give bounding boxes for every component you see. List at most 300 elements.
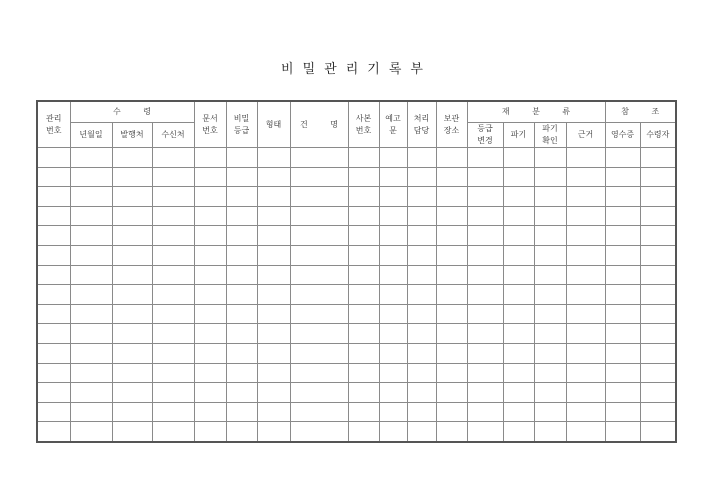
ledger-cell[interactable] [379,148,407,168]
ledger-cell[interactable] [605,343,640,363]
header-secret-grade: 비밀 등급 [226,101,257,148]
ledger-cell[interactable] [226,206,257,226]
ledger-cell[interactable] [534,343,566,363]
ledger-cell[interactable] [112,285,152,305]
ledger-cell[interactable] [534,324,566,344]
ledger-cell[interactable] [379,226,407,246]
ledger-cell[interactable] [566,402,605,422]
ledger-cell[interactable] [640,304,676,324]
ledger-cell[interactable] [112,422,152,442]
ledger-cell[interactable] [112,148,152,168]
ledger-cell[interactable] [194,226,226,246]
page-title: 비밀관리기록부 [281,62,432,77]
ledger-cell[interactable] [257,343,290,363]
ledger-cell[interactable] [290,422,348,442]
ledger-cell[interactable] [257,402,290,422]
ledger-cell[interactable] [194,265,226,285]
ledger-cell[interactable] [152,265,194,285]
ledger-cell[interactable] [467,226,503,246]
ledger-cell[interactable] [290,383,348,403]
ledger-cell[interactable] [348,206,379,226]
ledger-cell[interactable] [605,285,640,305]
ledger-cell[interactable] [566,304,605,324]
ledger-cell[interactable] [467,265,503,285]
ledger-cell[interactable] [226,187,257,207]
ledger-cell[interactable] [379,383,407,403]
ledger-cell[interactable] [534,206,566,226]
ledger-cell[interactable] [70,245,112,265]
ledger-cell[interactable] [257,245,290,265]
ledger-cell[interactable] [534,402,566,422]
ledger-cell[interactable] [70,226,112,246]
ledger-cell[interactable] [152,304,194,324]
ledger-cell[interactable] [70,402,112,422]
ledger-cell[interactable] [534,363,566,383]
ledger-cell[interactable] [290,167,348,187]
ledger-cell[interactable] [257,422,290,442]
ledger-cell[interactable] [436,402,467,422]
ledger-cell[interactable] [112,265,152,285]
ledger-cell[interactable] [70,343,112,363]
ledger-cell[interactable] [37,304,70,324]
ledger-cell[interactable] [467,324,503,344]
ledger-cell[interactable] [226,265,257,285]
ledger-cell[interactable] [566,148,605,168]
ledger-cell[interactable] [640,245,676,265]
ledger-cell[interactable] [566,226,605,246]
ledger-cell[interactable] [436,343,467,363]
ledger-cell[interactable] [37,265,70,285]
ledger-cell[interactable] [348,187,379,207]
ledger-cell[interactable] [290,206,348,226]
ledger-cell[interactable] [503,226,534,246]
ledger-cell[interactable] [503,265,534,285]
ledger-cell[interactable] [70,265,112,285]
ledger-cell[interactable] [566,422,605,442]
ledger-cell[interactable] [503,167,534,187]
ledger-cell[interactable] [605,187,640,207]
ledger-cell[interactable] [226,324,257,344]
ledger-cell[interactable] [503,187,534,207]
ledger-cell[interactable] [605,265,640,285]
ledger-cell[interactable] [407,206,436,226]
ledger-cell[interactable] [379,402,407,422]
ledger-cell[interactable] [407,187,436,207]
ledger-row [37,226,676,246]
ledger-cell[interactable] [70,383,112,403]
ledger-cell[interactable] [534,422,566,442]
ledger-cell[interactable] [37,206,70,226]
ledger-cell[interactable] [226,245,257,265]
ledger-cell[interactable] [534,245,566,265]
ledger-cell[interactable] [257,148,290,168]
ledger-cell[interactable] [194,187,226,207]
ledger-cell[interactable] [348,265,379,285]
ledger-row [37,343,676,363]
ledger-cell[interactable] [226,304,257,324]
ledger-cell[interactable] [257,363,290,383]
ledger-cell[interactable] [348,245,379,265]
ledger-cell[interactable] [37,363,70,383]
ledger-cell[interactable] [226,148,257,168]
ledger-cell[interactable] [194,402,226,422]
ledger-cell[interactable] [379,187,407,207]
ledger-cell[interactable] [194,285,226,305]
ledger-cell[interactable] [37,167,70,187]
ledger-cell[interactable] [640,167,676,187]
ledger-cell[interactable] [467,383,503,403]
ledger-cell[interactable] [290,363,348,383]
header-reclassification: 재 분 류 [467,101,605,123]
ledger-cell[interactable] [640,324,676,344]
ledger-cell[interactable] [226,285,257,305]
ledger-row [37,245,676,265]
ledger-cell[interactable] [407,167,436,187]
ledger-cell[interactable] [640,226,676,246]
ledger-cell[interactable] [257,383,290,403]
ledger-cell[interactable] [194,343,226,363]
ledger-cell[interactable] [379,363,407,383]
ledger-cell[interactable] [379,285,407,305]
ledger-cell[interactable] [112,167,152,187]
ledger-cell[interactable] [534,187,566,207]
ledger-cell[interactable] [152,402,194,422]
ledger-cell[interactable] [534,383,566,403]
ledger-cell[interactable] [467,206,503,226]
header-recipient: 수신처 [152,123,194,148]
ledger-cell[interactable] [348,324,379,344]
ledger-cell[interactable] [566,363,605,383]
ledger-cell[interactable] [436,206,467,226]
ledger-cell[interactable] [605,324,640,344]
ledger-row [37,167,676,187]
ledger-cell[interactable] [436,226,467,246]
ledger-cell[interactable] [566,324,605,344]
ledger-cell[interactable] [605,304,640,324]
ledger-cell[interactable] [226,343,257,363]
ledger-cell[interactable] [436,167,467,187]
ledger-cell[interactable] [290,245,348,265]
header-reference: 참 조 [605,101,676,123]
ledger-cell[interactable] [566,343,605,363]
ledger-cell[interactable] [436,324,467,344]
header-receipt-date: 년월일 [70,123,112,148]
ledger-cell[interactable] [37,226,70,246]
ledger-row [37,148,676,168]
ledger-cell[interactable] [194,324,226,344]
ledger-cell[interactable] [605,167,640,187]
ledger-cell[interactable] [534,167,566,187]
ledger-cell[interactable] [226,363,257,383]
ledger-cell[interactable] [70,363,112,383]
ledger-cell[interactable] [226,402,257,422]
ledger-cell[interactable] [436,148,467,168]
ledger-cell[interactable] [467,187,503,207]
ledger-cell[interactable] [379,245,407,265]
ledger-cell[interactable] [152,206,194,226]
ledger-cell[interactable] [152,167,194,187]
ledger-cell[interactable] [640,285,676,305]
ledger-cell[interactable] [467,422,503,442]
ledger-cell[interactable] [605,245,640,265]
ledger-cell[interactable] [112,363,152,383]
ledger-cell[interactable] [566,187,605,207]
header-storage: 보관 장소 [436,101,467,148]
ledger-cell[interactable] [257,265,290,285]
ledger-cell[interactable] [152,383,194,403]
ledger-cell[interactable] [407,226,436,246]
ledger-cell[interactable] [70,187,112,207]
ledger-cell[interactable] [257,324,290,344]
ledger-cell[interactable] [407,265,436,285]
ledger-cell[interactable] [226,226,257,246]
ledger-cell[interactable] [37,402,70,422]
ledger-cell[interactable] [407,285,436,305]
ledger-cell[interactable] [566,265,605,285]
ledger-cell[interactable] [467,402,503,422]
ledger-cell[interactable] [503,324,534,344]
ledger-row [37,402,676,422]
ledger-cell[interactable] [379,265,407,285]
ledger-cell[interactable] [436,187,467,207]
ledger-cell[interactable] [257,304,290,324]
ledger-cell[interactable] [112,324,152,344]
ledger-cell[interactable] [112,402,152,422]
ledger-cell[interactable] [605,383,640,403]
ledger-cell[interactable] [503,363,534,383]
ledger-cell[interactable] [194,148,226,168]
ledger-cell[interactable] [194,363,226,383]
ledger-cell[interactable] [436,285,467,305]
secret-management-ledger [36,100,677,443]
ledger-cell[interactable] [70,285,112,305]
header-form: 형태 [257,101,290,148]
ledger-cell[interactable] [503,422,534,442]
ledger-cell[interactable] [534,285,566,305]
ledger-row [37,304,676,324]
ledger-row [37,187,676,207]
ledger-cell[interactable] [290,285,348,305]
ledger-cell[interactable] [503,383,534,403]
ledger-row [37,324,676,344]
ledger-cell[interactable] [348,304,379,324]
ledger-cell[interactable] [605,422,640,442]
ledger-cell[interactable] [503,402,534,422]
ledger-cell[interactable] [503,285,534,305]
ledger-cell[interactable] [70,422,112,442]
ledger-cell[interactable] [407,245,436,265]
ledger-cell[interactable] [152,422,194,442]
ledger-cell[interactable] [257,187,290,207]
ledger-cell[interactable] [467,285,503,305]
ledger-cell[interactable] [37,285,70,305]
ledger-cell[interactable] [640,363,676,383]
ledger-cell[interactable] [379,167,407,187]
ledger-cell[interactable] [152,226,194,246]
ledger-cell[interactable] [640,206,676,226]
ledger-cell[interactable] [37,383,70,403]
ledger-cell[interactable] [566,167,605,187]
ledger-cell[interactable] [290,343,348,363]
ledger-cell[interactable] [257,167,290,187]
ledger-cell[interactable] [640,187,676,207]
ledger-cell[interactable] [348,167,379,187]
ledger-row [37,206,676,226]
ledger-cell[interactable] [534,226,566,246]
ledger-cell[interactable] [605,148,640,168]
ledger-row [37,363,676,383]
ledger-cell[interactable] [290,324,348,344]
ledger-cell[interactable] [566,285,605,305]
ledger-cell[interactable] [467,343,503,363]
ledger-cell[interactable] [348,285,379,305]
ledger-cell[interactable] [436,363,467,383]
ledger-cell[interactable] [112,383,152,403]
ledger-cell[interactable] [407,383,436,403]
ledger-row [37,422,676,442]
ledger-cell[interactable] [534,148,566,168]
ledger-cell[interactable] [194,245,226,265]
ledger-cell[interactable] [605,206,640,226]
header-grade-change: 등급 변경 [467,123,503,148]
ledger-cell[interactable] [436,265,467,285]
ledger-cell[interactable] [70,324,112,344]
ledger-cell[interactable] [467,148,503,168]
ledger-cell[interactable] [534,304,566,324]
ledger-cell[interactable] [436,304,467,324]
ledger-cell[interactable] [503,206,534,226]
ledger-cell[interactable] [605,226,640,246]
ledger-cell[interactable] [640,265,676,285]
ledger-cell[interactable] [37,245,70,265]
ledger-cell[interactable] [503,148,534,168]
ledger-cell[interactable] [379,304,407,324]
ledger-cell[interactable] [290,226,348,246]
ledger-cell[interactable] [640,402,676,422]
ledger-cell[interactable] [640,422,676,442]
ledger-cell[interactable] [152,187,194,207]
ledger-cell[interactable] [290,148,348,168]
ledger-cell[interactable] [640,148,676,168]
ledger-cell[interactable] [37,324,70,344]
ledger-cell[interactable] [379,343,407,363]
ledger-cell[interactable] [566,245,605,265]
ledger-cell[interactable] [640,383,676,403]
ledger-cell[interactable] [503,304,534,324]
ledger-cell[interactable] [152,343,194,363]
ledger-cell[interactable] [379,422,407,442]
ledger-cell[interactable] [407,343,436,363]
ledger-cell[interactable] [348,226,379,246]
ledger-cell[interactable] [534,265,566,285]
ledger-cell[interactable] [70,148,112,168]
ledger-cell[interactable] [348,383,379,403]
ledger-cell[interactable] [467,304,503,324]
ledger-cell[interactable] [605,402,640,422]
ledger-cell[interactable] [152,245,194,265]
ledger-cell[interactable] [226,383,257,403]
ledger-row [37,285,676,305]
ledger-cell[interactable] [467,167,503,187]
ledger-cell[interactable] [70,304,112,324]
ledger-cell[interactable] [152,363,194,383]
ledger-cell[interactable] [152,324,194,344]
ledger-cell[interactable] [290,402,348,422]
ledger-cell[interactable] [112,187,152,207]
ledger-cell[interactable] [194,383,226,403]
ledger-cell[interactable] [226,422,257,442]
ledger-cell[interactable] [226,167,257,187]
ledger-cell[interactable] [257,285,290,305]
ledger-cell[interactable] [467,363,503,383]
ledger-cell[interactable] [112,304,152,324]
ledger-cell[interactable] [503,245,534,265]
ledger-cell[interactable] [348,148,379,168]
ledger-cell[interactable] [605,363,640,383]
header-basis: 근거 [566,123,605,148]
ledger-cell[interactable] [257,226,290,246]
ledger-cell[interactable] [467,245,503,265]
ledger-cell[interactable] [194,206,226,226]
ledger-cell[interactable] [194,167,226,187]
ledger-cell[interactable] [194,422,226,442]
ledger-cell[interactable] [566,206,605,226]
ledger-cell[interactable] [70,206,112,226]
ledger-cell[interactable] [436,245,467,265]
ledger-row [37,383,676,403]
ledger-cell[interactable] [37,148,70,168]
ledger-cell[interactable] [407,148,436,168]
ledger-cell[interactable] [407,363,436,383]
ledger-cell[interactable] [503,343,534,363]
ledger-cell[interactable] [407,324,436,344]
ledger-cell[interactable] [348,402,379,422]
ledger-cell[interactable] [640,343,676,363]
ledger-cell[interactable] [112,245,152,265]
ledger-cell[interactable] [290,265,348,285]
ledger-cell[interactable] [194,304,226,324]
ledger-cell[interactable] [37,187,70,207]
ledger-cell[interactable] [152,285,194,305]
ledger-cell[interactable] [348,343,379,363]
ledger-cell[interactable] [257,206,290,226]
ledger-cell[interactable] [436,383,467,403]
ledger-cell[interactable] [407,422,436,442]
ledger-cell[interactable] [112,226,152,246]
ledger-cell[interactable] [37,422,70,442]
ledger-cell[interactable] [112,343,152,363]
ledger-cell[interactable] [379,206,407,226]
header-handler: 처리 담당 [407,101,436,148]
ledger-cell[interactable] [348,363,379,383]
ledger-cell[interactable] [290,187,348,207]
ledger-cell[interactable] [70,167,112,187]
ledger-cell[interactable] [152,148,194,168]
ledger-cell[interactable] [407,304,436,324]
ledger-cell[interactable] [112,206,152,226]
ledger-cell[interactable] [37,343,70,363]
ledger-cell[interactable] [407,402,436,422]
ledger-cell[interactable] [436,422,467,442]
header-destroy: 파기 [503,123,534,148]
ledger-cell[interactable] [348,422,379,442]
ledger-cell[interactable] [566,383,605,403]
header-subject: 건 명 [290,101,348,148]
ledger-cell[interactable] [290,304,348,324]
ledger-cell[interactable] [379,324,407,344]
header-receipt-doc: 영수증 [605,123,640,148]
header-receipt: 수 령 [70,101,194,123]
